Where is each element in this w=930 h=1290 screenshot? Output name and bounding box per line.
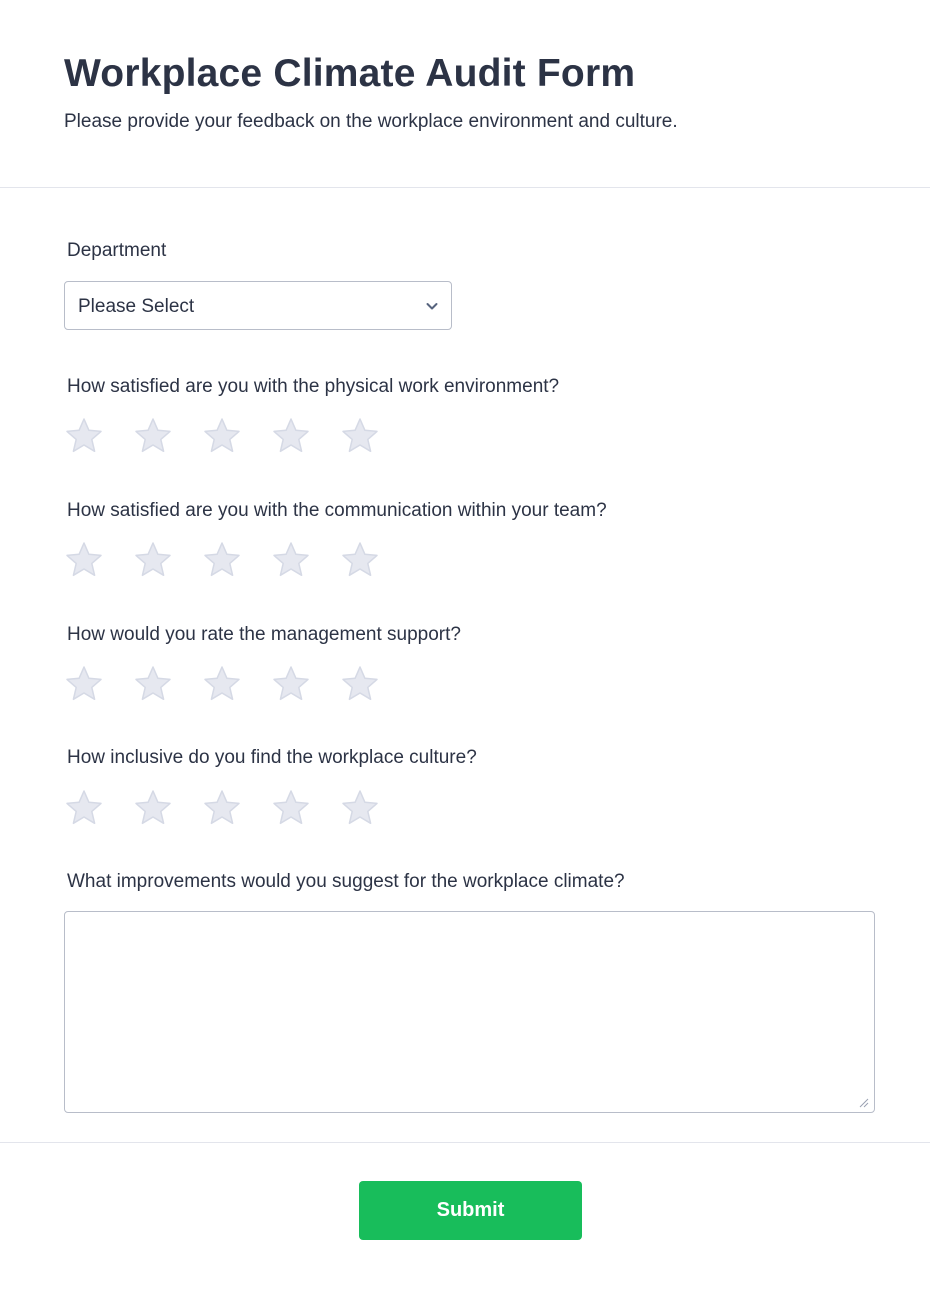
star-icon[interactable]: [271, 664, 311, 704]
department-label: Department: [67, 240, 167, 261]
star-rating-physical-environment: [64, 416, 394, 456]
star-icon[interactable]: [202, 664, 242, 704]
star-icon[interactable]: [64, 788, 104, 828]
star-rating-inclusive-culture: [64, 788, 394, 828]
star-icon[interactable]: [271, 416, 311, 456]
star-icon[interactable]: [271, 540, 311, 580]
form-header: [0, 0, 930, 188]
resize-handle-icon[interactable]: [857, 1096, 869, 1108]
star-rating-management-support: [64, 664, 394, 704]
star-icon[interactable]: [202, 416, 242, 456]
star-icon[interactable]: [202, 788, 242, 828]
department-select[interactable]: [64, 281, 452, 330]
rating-question-team-communication: How satisfied are you with the communication within your team?: [67, 500, 607, 521]
star-rating-team-communication: [64, 540, 394, 580]
star-icon[interactable]: [133, 416, 173, 456]
chevron-down-icon: [425, 299, 439, 313]
form-subtitle: Please provide your feedback on the workplace environment and culture.: [64, 111, 678, 132]
rating-question-inclusive-culture: How inclusive do you find the workplace culture?: [67, 747, 477, 768]
rating-question-management-support: How would you rate the management support?: [67, 624, 461, 645]
department-select-value: Please Select: [78, 296, 195, 317]
improvements-textarea[interactable]: [64, 911, 875, 1113]
star-icon[interactable]: [64, 540, 104, 580]
star-icon[interactable]: [133, 664, 173, 704]
star-icon[interactable]: [133, 788, 173, 828]
star-icon[interactable]: [202, 540, 242, 580]
star-icon[interactable]: [133, 540, 173, 580]
star-icon[interactable]: [340, 664, 380, 704]
improvements-label: What improvements would you suggest for the workplace climate?: [67, 871, 625, 892]
star-icon[interactable]: [64, 664, 104, 704]
star-icon[interactable]: [340, 416, 380, 456]
star-icon[interactable]: [340, 540, 380, 580]
star-icon[interactable]: [64, 416, 104, 456]
star-icon[interactable]: [271, 788, 311, 828]
rating-question-physical-environment: How satisfied are you with the physical work environment?: [67, 376, 560, 397]
submit-button[interactable]: Submit: [359, 1181, 582, 1240]
star-icon[interactable]: [340, 788, 380, 828]
form-title: Workplace Climate Audit Form: [64, 52, 636, 95]
